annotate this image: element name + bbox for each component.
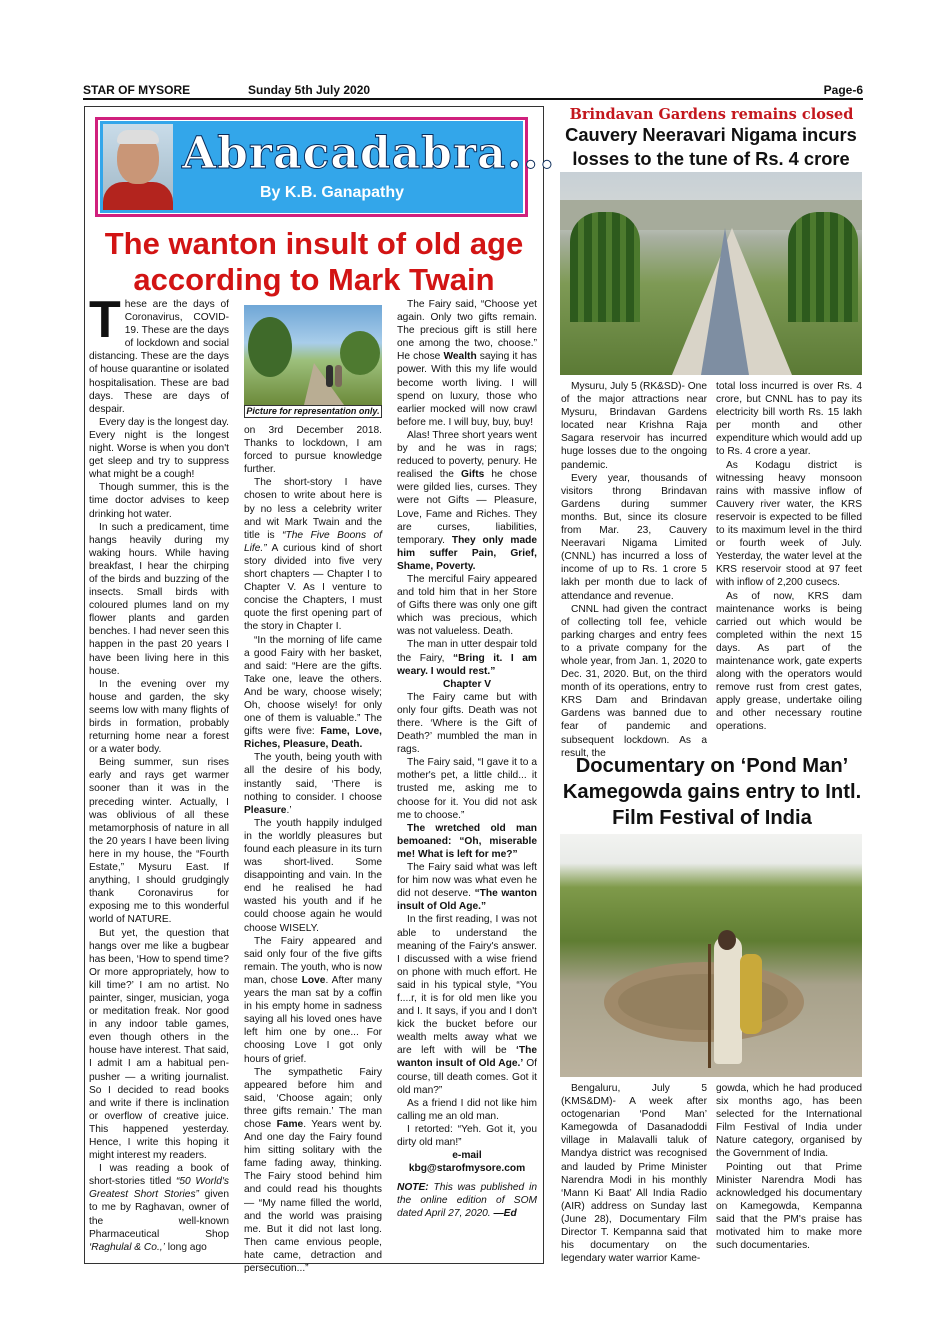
article-column-2 <box>244 424 382 1275</box>
pond-man-headline: Documentary on ‘Pond Man’ Kamegowda gains entry to Intl. Film Festival of India <box>562 755 862 829</box>
pond-man-column-1 <box>561 1082 707 1265</box>
paragraph: The sympathetic Fairy appeared before him and said, ‘Choose again; only three gifts remain.’ The man chose Fame. Years went by. And one day the Fairy found him sitting solitary with the fame fading away, thinking. The Fairy stood behind him and could read his thoughts — “My name filled the world, and the world was praising me. But it did not last long. Then came envious people, hate came, detraction and persecution...” <box>244 1066 382 1274</box>
paragraph: Every day is the longest day. Every night is the longest night. Worse is when you don't get sleep and try to suppress what might be a cough! <box>89 416 229 481</box>
paragraph: The wretched old man bemoaned: “Oh, miserable me! What is left for me?” <box>397 822 537 860</box>
email-label: e-mail <box>452 1150 482 1162</box>
drop-cap: T <box>89 291 121 349</box>
paragraph: The Fairy said what was left for him now was what even he did not deserve. “The wanton insult of Old Age.” <box>397 862 537 913</box>
paragraph: gowda, which he had produced six months ago, has been selected for the International Film Festival of India under Nature category, organised by the Government of India. <box>716 1083 862 1160</box>
paragraph: Every year, thousands of visitors throng Brindavan Gardens during summer months. But, since its closure from Mar. 23, Cauvery Neeravari Nigama Limited (CNNL) has incurred a loss of income of up to Rs. 1 crore 5 lakh per month due to lack of attendance and revenue. <box>561 472 707 602</box>
representation-photo <box>244 305 382 405</box>
paragraph: Pointing out that Prime Minister Narendra Modi has acknowledged his documentary on Kamegowda, Kempanna said that the PM's praise has motivated him to make more such documentaries. <box>716 1161 862 1252</box>
paragraph: Being summer, sun rises early and rays get warmer sooner than it was in the preceding winter. Actually, I was oblivious of all these metamorphosis of nature in all the 20 years I have been living here in my house, the “Fourth Estate,” Mysuru East. If anything, I should grudgingly thank Coronavirus for exposing me to this wonderful world of NATURE. <box>89 757 229 926</box>
paragraph: As of now, KRS dam maintenance works is being carried out which would be completed within the next 15 days. As part of the maintenance work, gate experts along with the operators would remove rust from crest gates, apply grease, undertake oiling and other necessary routine operations. <box>716 590 862 733</box>
paragraph: “In the morning of life came a good Fairy with her basket, and said: “Here are the gifts. Take one, leave the others. And be wary, choose wisely; Oh, choose wisely! for only one of them is valuable.” The gifts were five: Fame, Love, Riches, Pleasure, Death. <box>244 634 382 751</box>
author-portrait <box>103 124 173 210</box>
pond-man-photo <box>560 834 862 1077</box>
paragraph: on 3rd December 2018. Thanks to lockdown, I am forced to pursue knowledge further. <box>244 425 382 476</box>
paragraph: I was reading a book of short-stories titled “50 World's Greatest Short Stories” given to me by Raghavan, owner of the well-known Pharmaceutical Shop ‘Raghulal & Co.,’ long ago <box>89 1163 229 1253</box>
column-title: Abracadabra... <box>182 128 556 179</box>
paragraph: Though summer, this is the time doctor advises to keep drinking hot water. <box>89 482 229 520</box>
brindavan-kicker: Brindavan Gardens remains closed <box>569 106 854 123</box>
paragraph: The Fairy appeared and said only four of the five gifts remain. The youth, who is now man, chose Love. After many years the man sat by a coffin in his empty home in sadness saying all his loved ones have left him one by one... For choosing Love I got only hours of grief. <box>244 935 383 1065</box>
paragraph: The Fairy said, “I gave it to a mother's pet, a little child... it trusted me, asking me to choose for it. You did not ask me to choose.” <box>397 757 537 821</box>
paragraph: In such a predicament, time hangs heavily during my waking hours. While having breakfast, I hear the chirping of the birds and buzzing of the insects. Small birds with coloured plumes land on my flower plants and garden benches. I had never seen this happen in the past 20 years I have been living here in this house. <box>89 521 229 677</box>
paper-name: STAR OF MYSORE <box>83 83 191 97</box>
editor-note: NOTE: This was published in the online edition of SOM dated April 27, 2020. —Ed <box>397 1182 537 1220</box>
paragraph: These are the days of Coronavirus, COVID-19. These are the days of lockdown and social distancing. These are the days of house quarantine or isolated hospitalisation. These are bad days. These are days of despair. <box>89 291 229 415</box>
paragraph: Bengaluru, July 5 (KMS&DM)- A week after octogenarian ‘Pond Man’ Kamegowda of Dasanadoddi village in Malavalli taluk of Mandya district was recognised and lauded by Prime Minister Narendra Modi in his monthly ‘Mann Ki Baat’ All India Radio (AIR) address on Sunday last (June 28), Documentary Film Director T. Kempanna said that his documentary on the legendary water warrior Kame- <box>561 1083 707 1265</box>
headline-line-2: according to Mark Twain <box>133 262 495 297</box>
article-headline <box>86 226 542 298</box>
brindavan-gardens-photo <box>560 172 862 375</box>
article-column-3 <box>397 298 537 1221</box>
masthead-rule <box>83 98 863 100</box>
issue-date: Sunday 5th July 2020 <box>248 83 371 97</box>
column-byline: By K.B. Ganapathy <box>260 184 405 201</box>
paragraph: The man in utter despair told the Fairy, “Bring it. I am weary. I would rest.” <box>397 639 537 677</box>
paragraph: The youth, being youth with all the desire of his body, instantly said, ‘There is nothing to consider. I choose Pleasure.’ <box>244 752 382 816</box>
paragraph: But yet, the question that hangs over me like a bugbear has been, ‘How to spend time? Or more appropriately, how to kill time?’ I am no artist. No painter, singer, musician, yoga or meditation freak. Nor good in any indoor table games, even though others in the house have interest. That said, I admit I am a habitual pen-pusher — a writing journalist. So I decided to read books and write if there is inclination or overflow of creative juice. This happened yesterday. Hence, I write this hoping it might interest my readers. <box>89 927 229 1162</box>
paragraph: CNNL had given the contract of collecting toll fee, vehicle parking charges and entry fees to a private company for the whole year, from Jan. 1, 2020 to Dec. 31, 2020. But, on the third month of its operations, entry to KRS Dam and Brindavan Gardens was banned due to fear of pandemic and subsequent lockdown. As a result, the <box>561 603 707 759</box>
paragraph: I retorted: “Yeh. Got it, you dirty old man!” <box>397 1123 537 1148</box>
paragraph: The Fairy said, “Choose yet again. Only two gifts remain. The precious gift is still here one among the two, choose.” He chose Wealth saying it has power. With this my life would become worth living. I will spend on luxury, those who earlier mocked will now crawl before me. I will buy, buy, buy! <box>397 299 537 428</box>
paragraph: total loss incurred is over Rs. 4 crore, but CNNL has to pay its electricity bill worth Rs. 15 lakh per month and other expenditure which would add up to Rs. 4 crore a year. <box>716 381 862 458</box>
cauvery-headline: Cauvery Neeravari Nigama incurs losses to the tune of Rs. 4 crore <box>565 124 857 169</box>
page-number: Page-6 <box>823 83 863 97</box>
paragraph: In the first reading, I was not able to understand the meaning of the Fairy's answer. I discussed with a wise friend on phone with much effort. He said in his typical style, “You f....r, it is for old men like you and I. It says, if you and I don't kick the bucket before our wealth melts away what we are left with will be ‘The wanton insult of Old Age.’ Of course, till death comes. Got it old man?” <box>397 914 537 1096</box>
article-column-1 <box>89 291 229 1254</box>
chapter-heading: Chapter V <box>442 678 492 690</box>
headline-line-1: The wanton insult of old age <box>104 226 524 261</box>
paragraph: Alas! Three short years went by and he was in rags; reduced to poverty, penury. He realised the Gifts he chose were gilded lies, curses. They were not Gifts — Pleasure, Love, Fame and Riches. They are curses, liabilities, temporary. They only made him suffer Pain, Grief, Shame, Poverty. <box>397 429 537 572</box>
paragraph: As a friend I did not like him calling me an old man. <box>397 1097 537 1122</box>
masthead <box>83 81 863 99</box>
cauvery-column-1 <box>561 380 707 760</box>
pond-man-column-2 <box>716 1082 862 1252</box>
photo-caption: Picture for representation only. <box>244 405 382 418</box>
email-address[interactable]: kbg@starofmysore.com <box>408 1163 526 1175</box>
paragraph: The merciful Fairy appeared and told him that in her Store of Gifts there was only one gift which was precious, which was not valueless. Death. <box>397 573 537 638</box>
paragraph: The short-story I have chosen to write about here is by no less a celebrity writer and wit Mark Twain and the title is “The Five Boons of Life.” A curious kind of short story divided into five very short chapters — Chapter I to Chapter V. As I venture to concise the Chapters, I must quote the first opening part of the story in Chapter I. <box>244 477 382 633</box>
cauvery-column-2 <box>716 380 862 734</box>
paragraph: The youth happily indulged in the worldly pleasures but found each pleasure in its turn was short-lived. Some disappointing and vain. In the end he realised he had wasted his youth and if he could choose again he would choose WISELY. <box>244 817 382 934</box>
paragraph: In the evening over my house and garden, the sky seems low with many flights of birds in formation, probably returning home near a forest or a water body. <box>89 678 229 756</box>
paragraph: The Fairy came but with only four gifts. Death was not there. ‘Where is the Gift of Death?’ mumbled the man in rags. <box>397 691 537 756</box>
paragraph: As Kodagu district is witnessing heavy monsoon rains with massive inflow of Cauvery river water, the KRS reservoir is expected to be filled to its maximum level in the third or fourth week of July. Yesterday, the water level at the KRS reservoir stood at 97 feet with inflow of 2,200 cusecs. <box>716 459 862 589</box>
paragraph: Mysuru, July 5 (RK&SD)- One of the major attractions near Mysuru, Brindavan Gardens located near Krishna Raja Sagara reservoir has incurred huge losses due to the ongoing pandemic. <box>561 381 707 471</box>
